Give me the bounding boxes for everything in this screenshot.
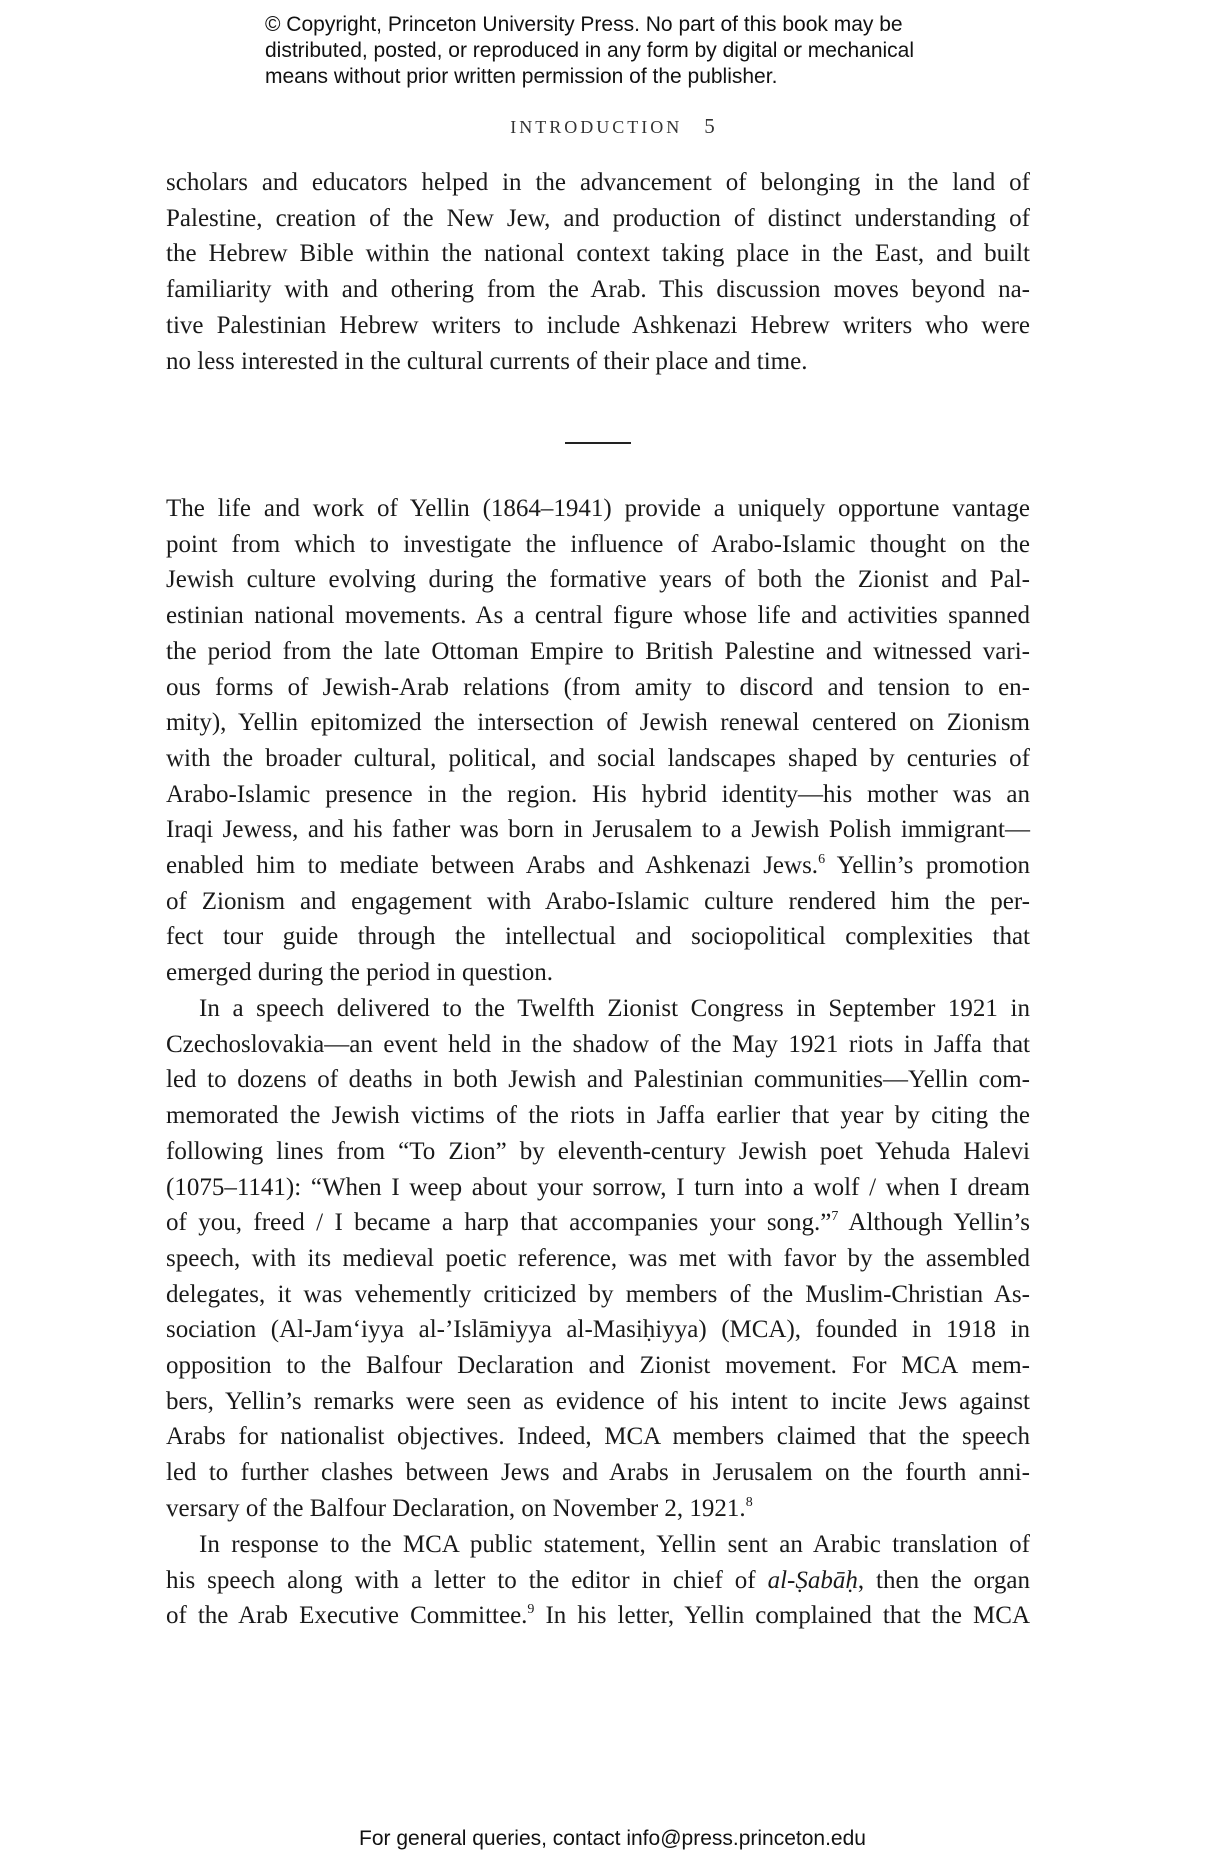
footnote-marker[interactable]: 6 — [818, 852, 826, 868]
text-line: Czechoslovakia—an event held in the shadow of the May 1921 riots in Jaffa that — [166, 1030, 1030, 1058]
publication-title: al-Ṣabāḥ — [767, 1566, 858, 1594]
text-line: opposition to the Balfour Declaration and Zionist movement. For MCA mem- — [166, 1352, 1030, 1380]
text-line: Palestine, creation of the New Jew, and production of distinct understanding of — [166, 204, 1030, 232]
text-line: point from which to investigate the influence of Arabo-Islamic thought on the — [166, 530, 1030, 558]
section-break-rule — [565, 442, 631, 444]
text-line: no less interested in the cultural currents of their place and time. — [166, 347, 808, 375]
text-line: delegates, it was vehemently criticized by members of the Muslim-Christian As- — [166, 1280, 1030, 1308]
text-fragment: his speech along with a letter to the editor in chief of — [166, 1566, 768, 1594]
text-line: tive Palestinian Hebrew writers to include Ashkenazi Hebrew writers who were — [166, 311, 1030, 339]
footnote-marker[interactable]: 9 — [527, 1602, 535, 1618]
copyright-line: means without prior written permission of the publisher. — [265, 65, 778, 88]
text-line: Arabo-Islamic presence in the region. His hybrid identity—his mother was an — [166, 780, 1030, 808]
text-line — [166, 1491, 1030, 1527]
text-line: with the broader cultural, political, and social landscapes shaped by centuries of — [166, 744, 1030, 772]
text-line: fect tour guide through the intellectual and sociopolitical complexities that — [166, 923, 1030, 951]
text-line: familiarity with and othering from the Arab. This discussion moves beyond na- — [166, 276, 1030, 304]
text-fragment: of you, freed / I became a harp that accompanies your song.” — [166, 1209, 832, 1237]
text-line: The life and work of Yellin (1864–1941) provide a uniquely opportune vantage — [166, 495, 1030, 522]
footnote-marker[interactable]: 7 — [831, 1209, 839, 1225]
text-line — [166, 1563, 1030, 1599]
text-fragment: In his letter, Yellin complained that the MCA — [534, 1602, 1030, 1630]
page-number: 5 — [704, 114, 715, 138]
copyright-notice — [265, 12, 1025, 90]
text-fragment: of the Arab Executive Committee. — [166, 1602, 528, 1630]
text-line: ous forms of Jewish-Arab relations (from amity to discord and tension to en- — [166, 673, 1030, 701]
text-fragment: Yellin’s promotion — [825, 852, 1030, 880]
text-line: the Hebrew Bible within the national context taking place in the East, and built — [166, 240, 1030, 268]
paragraph-3 — [166, 991, 1030, 1527]
text-line: estinian national movements. As a central figure whose life and activities spanned — [166, 602, 1030, 630]
text-line: following lines from “To Zion” by eleventh-century Jewish poet Yehuda Halevi — [166, 1137, 1030, 1165]
paragraph-4 — [166, 1527, 1030, 1634]
text-line: speech, with its medieval poetic reference, was met with favor by the assembled — [166, 1244, 1030, 1272]
text-fragment: Although Yellin’s — [838, 1209, 1030, 1237]
text-line: mity), Yellin epitomized the intersection of Jewish renewal centered on Zionism — [166, 709, 1030, 737]
text-line: scholars and educators helped in the advancement of belonging in the land of — [166, 169, 1030, 196]
text-line: Jewish culture evolving during the formative years of both the Zionist and Pal- — [166, 566, 1030, 594]
text-fragment: enabled him to mediate between Arabs and Ashkenazi Jews. — [166, 852, 819, 880]
text-line: bers, Yellin’s remarks were seen as evidence of his intent to incite Jews against — [166, 1387, 1030, 1415]
text-line — [166, 1205, 1030, 1241]
footnote-marker[interactable]: 8 — [745, 1494, 753, 1510]
paragraph-1 — [166, 165, 1030, 379]
text-line: led to further clashes between Jews and Arabs in Jerusalem on the fourth anni- — [166, 1459, 1030, 1487]
running-head-section: INTRODUCTION — [510, 117, 683, 137]
text-line: (1075–1141): “When I weep about your sorrow, I turn into a wolf / when I dream — [166, 1173, 1030, 1201]
copyright-line: © Copyright, Princeton University Press. No part of this book may be — [265, 13, 903, 36]
copyright-line: distributed, posted, or reproduced in any form by digital or mechanical — [265, 39, 915, 62]
text-line: Iraqi Jewess, and his father was born in Jerusalem to a Jewish Polish immigrant— — [166, 816, 1030, 844]
text-line: emerged during the period in question. — [166, 959, 553, 987]
text-line: sociation (Al-Jam‘iyya al-’Islāmiyya al-Masiḥiyya) (MCA), founded in 1918 in — [166, 1316, 1030, 1344]
text-line: In a speech delivered to the Twelfth Zionist Congress in September 1921 in — [199, 995, 1030, 1022]
text-fragment: , then the organ — [857, 1566, 1030, 1594]
text-line: memorated the Jewish victims of the riots in Jaffa earlier that year by citing the — [166, 1102, 1030, 1130]
text-line: of Zionism and engagement with Arabo-Islamic culture rendered him the per- — [166, 887, 1030, 915]
contact-footer: For general queries, contact info@press.princeton.edu — [359, 1827, 866, 1850]
running-head — [0, 114, 1225, 139]
text-line: Arabs for nationalist objectives. Indeed, MCA members claimed that the speech — [166, 1423, 1030, 1451]
text-line: In response to the MCA public statement, Yellin sent an Arabic translation of — [199, 1531, 1030, 1558]
text-fragment: versary of the Balfour Declaration, on November 2, 1921. — [166, 1494, 746, 1522]
paragraph-2 — [166, 491, 1030, 991]
text-line — [166, 848, 1030, 884]
text-line: led to dozens of deaths in both Jewish and Palestinian communities—Yellin com- — [166, 1066, 1030, 1094]
text-line — [166, 1598, 1030, 1634]
text-line: the period from the late Ottoman Empire to British Palestine and witnessed vari- — [166, 637, 1030, 665]
